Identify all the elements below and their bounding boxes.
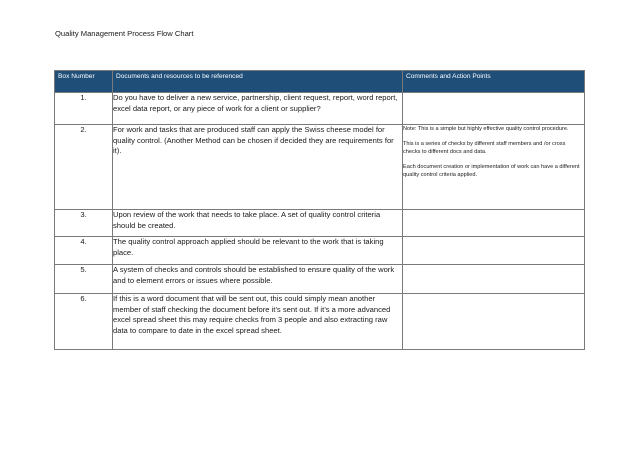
document-cell: For work and tasks that are produced staff can apply the Swiss cheese model for quality control. (Another Method can be chosen if decided they are requirements for it). [113, 125, 403, 210]
table-row [55, 237, 585, 265]
comment-checks: This is a series of checks by different staff members and /or cross checks to different docs and data. [403, 140, 566, 156]
box-number-cell: 5. [55, 265, 113, 294]
box-number-cell: 3. [55, 210, 113, 237]
comments-cell [403, 93, 585, 125]
document-cell: A system of checks and controls should be established to ensure quality of the work and to element errors or issues where possible. [113, 265, 403, 294]
header-box-number: Box Number [55, 71, 113, 93]
header-documents: Documents and resources to be referenced [113, 71, 403, 93]
comments-cell [403, 294, 585, 350]
header-comments: Comments and Action Points [403, 71, 585, 93]
box-number-cell: 6. [55, 294, 113, 350]
document-cell: The quality control approach applied should be relevant to the work that is taking place. [113, 237, 403, 265]
comments-cell [403, 125, 585, 210]
table-row [55, 125, 585, 210]
document-cell: If this is a word document that will be sent out, this could simply mean another member of staff checking the document before it’s sent out. If it’s a more advanced excel spread sheet this may require checks from 3 people and also extracting raw data to compare to date in the excel spread sheet. [113, 294, 403, 350]
box-number-cell: 1. [55, 93, 113, 125]
table-row [55, 210, 585, 237]
table-row [55, 265, 585, 294]
box-number-cell: 4. [55, 237, 113, 265]
table-row [55, 93, 585, 125]
table-row [55, 294, 585, 350]
comments-cell [403, 210, 585, 237]
document-title: Quality Management Process Flow Chart [55, 29, 194, 38]
comment-note: Note: This is a simple but highly effective quality control procedure. [403, 126, 569, 132]
quality-process-table [54, 70, 585, 350]
table-header-row [55, 71, 585, 93]
document-cell: Upon review of the work that needs to take place. A set of quality control criteria should be created. [113, 210, 403, 237]
box-number-cell: 2. [55, 125, 113, 210]
comments-cell [403, 237, 585, 265]
comment-criteria: Each document creation or implementation of work can have a different quality control criteria applied. [403, 163, 580, 179]
document-cell: Do you have to deliver a new service, partnership, client request, report, word report, excel data report, or any piece of work for a client or supplier? [113, 93, 403, 125]
comments-cell [403, 265, 585, 294]
